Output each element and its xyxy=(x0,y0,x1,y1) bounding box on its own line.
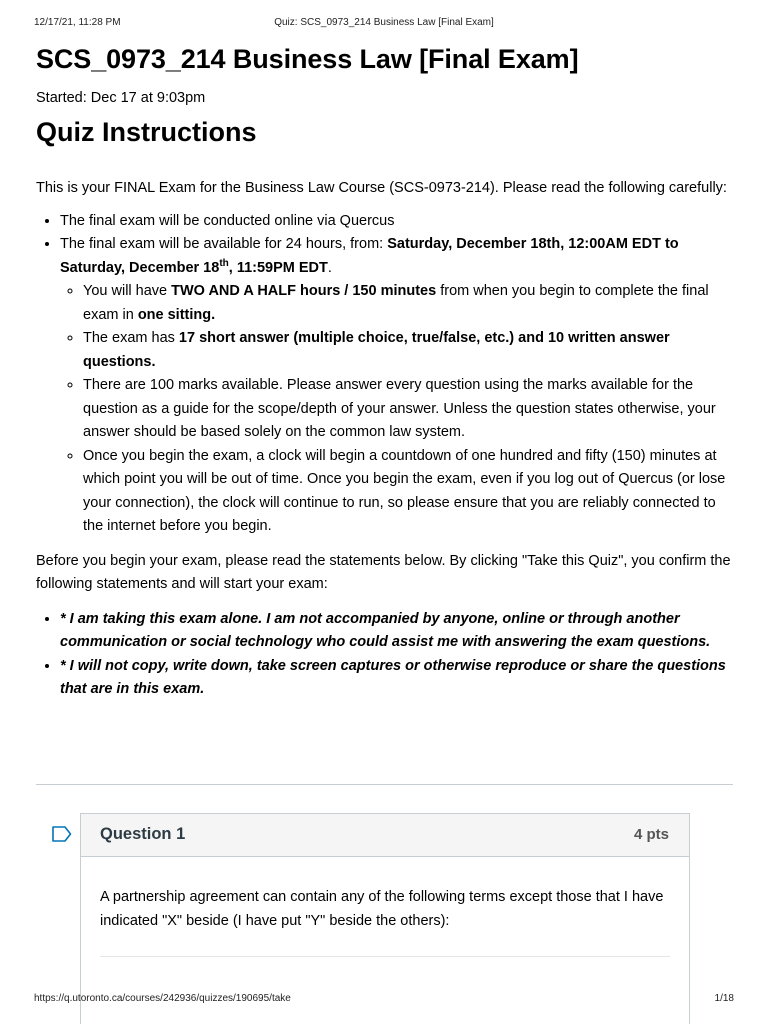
question-header xyxy=(81,814,689,857)
instructions-list xyxy=(36,210,736,539)
statements-list xyxy=(36,608,736,702)
one-sitting: one sitting. xyxy=(137,306,216,323)
quiz-content xyxy=(36,38,736,702)
quiz-title: SCS_0973_214 Business Law [Final Exam] xyxy=(36,44,579,74)
list-item xyxy=(60,655,736,702)
print-footer xyxy=(34,993,734,1007)
instruction-availability: The final exam will be available for 24 hours, from: xyxy=(60,236,388,252)
section-divider xyxy=(36,784,733,785)
list-item xyxy=(83,445,736,539)
page-url: https://q.utoronto.ca/courses/242936/quizzes/190695/take xyxy=(34,993,291,1004)
availability-window: Saturday, December 18th, 12:00AM EDT to Saturday, December 18 xyxy=(60,236,679,276)
duration-text-cont: from when you begin to complete the final exam in xyxy=(83,283,709,323)
list-item xyxy=(60,608,736,655)
page-number: 1/18 xyxy=(714,993,734,1004)
question-count-text: The exam has xyxy=(83,330,179,346)
question-points: 4 pts xyxy=(633,826,669,843)
started-timestamp: Started: Dec 17 at 9:03pm xyxy=(36,90,206,106)
question-count: 17 short answer (multiple choice, true/false, etc.) and 10 written answer questions. xyxy=(83,330,670,370)
print-doc-title: Quiz: SCS_0973_214 Business Law [Final Exam] xyxy=(274,17,494,28)
availability-end: , 11:59PM EDT xyxy=(228,259,328,276)
marks-info: There are 100 marks available. Please answer every question using the marks available for the question as a guide for the scope/depth of your answer. Unless the question states otherwise, your answer should be based solely on the common law system. xyxy=(83,377,716,440)
before-statement: Before you begin your exam, please read the statements below. By clicking "Take this Quiz", you confirm the following statements and will start your exam: xyxy=(36,552,731,592)
statement-no-copy: * I will not copy, write down, take screen captures or otherwise reproduce or share the questions that are in this exam. xyxy=(60,657,726,697)
instructions-intro: This is your FINAL Exam for the Business Law Course (SCS-0973-214). Please read the following carefully: xyxy=(36,180,727,196)
clock-info: Once you begin the exam, a clock will begin a countdown of one hundred and fifty (150) minutes at which point you will be out of time. Once you begin the exam, even if you log out of Quercus (or lose your connection), the clock will continue to run, so please ensure that you are reliably connected to the internet before you begin. xyxy=(83,447,726,534)
duration-value: TWO AND A HALF hours / 150 minutes xyxy=(171,283,437,299)
ordinal-suffix: th xyxy=(219,257,229,269)
question-text: A partnership agreement can contain any of the following terms except those that I have indicated "X" beside (I have put "Y" beside the others): xyxy=(100,889,664,929)
question-divider xyxy=(100,956,670,957)
duration-text: You will have xyxy=(83,283,172,299)
instruction-online: The final exam will be conducted online via Quercus xyxy=(60,212,395,229)
list-item xyxy=(83,280,736,327)
flag-question-icon[interactable] xyxy=(52,826,72,842)
instructions-heading: Quiz Instructions xyxy=(36,117,257,147)
list-item xyxy=(60,233,736,539)
instructions-sublist xyxy=(60,280,736,539)
statement-alone: * I am taking this exam alone. I am not accompanied by anyone, online or through another communication or social technology who could assist me with answering the exam questions. xyxy=(60,610,711,650)
print-datetime: 12/17/21, 11:28 PM xyxy=(34,17,121,28)
list-item xyxy=(83,327,736,374)
list-item xyxy=(60,210,736,234)
list-item xyxy=(83,374,736,445)
period: . xyxy=(327,259,332,276)
question-title: Question 1 xyxy=(100,825,186,843)
print-header xyxy=(34,17,734,31)
